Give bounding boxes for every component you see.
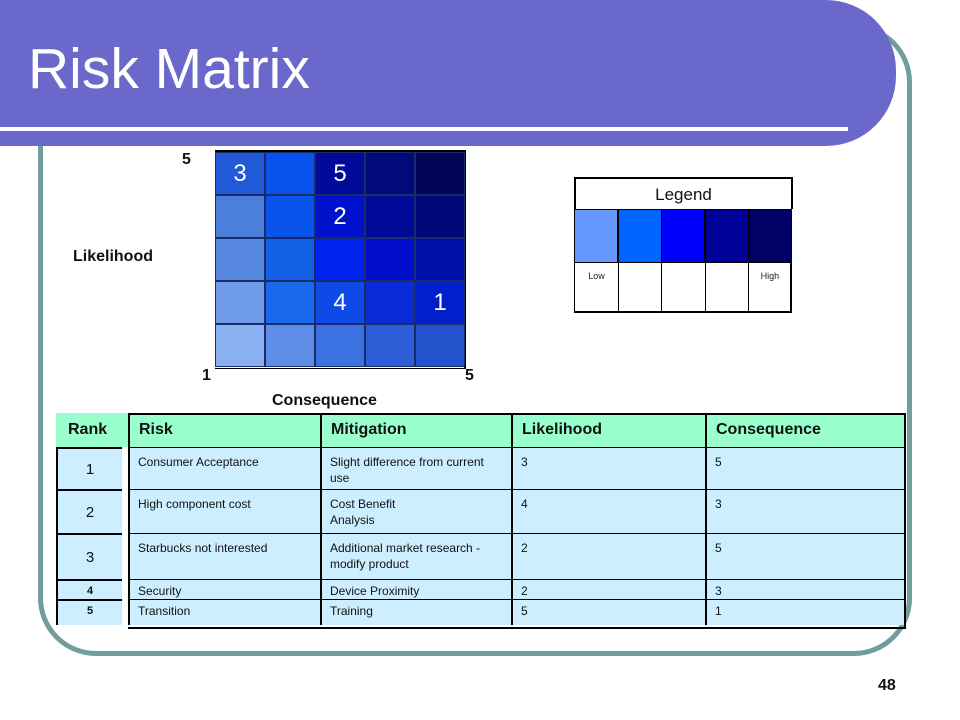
table-header-cell: Risk [128, 413, 320, 447]
rank-cell: 5 [56, 599, 122, 625]
matrix-cell [265, 238, 315, 281]
legend-swatch [574, 209, 618, 263]
likelihood-cell: 2 [511, 533, 705, 579]
matrix-cell [215, 281, 265, 324]
matrix-cell [215, 238, 265, 281]
matrix-cell [365, 238, 415, 281]
matrix-cell [415, 324, 465, 367]
matrix-cell [365, 324, 415, 367]
rank-cell: 2 [56, 489, 122, 533]
matrix-cell [415, 238, 465, 281]
consequence-cell: 3 [705, 489, 906, 533]
table-row [56, 599, 906, 625]
matrix-cell [415, 195, 465, 238]
table-row [56, 447, 906, 489]
matrix-cell [215, 324, 265, 367]
likelihood-cell: 4 [511, 489, 705, 533]
matrix-cell [315, 324, 365, 367]
slide-title: Risk Matrix [28, 37, 310, 101]
consequence-cell: 5 [705, 447, 906, 489]
consequence-cell: 1 [705, 599, 906, 625]
matrix-cell [265, 195, 315, 238]
rank-cell: 4 [56, 579, 122, 599]
page-number: 48 [878, 677, 896, 694]
risk-cell: Transition [128, 599, 320, 625]
matrix-cell [265, 324, 315, 367]
table-header-cell: Likelihood [511, 413, 705, 447]
matrix-cell [215, 195, 265, 238]
mitigation-cell: Training [320, 599, 511, 625]
rank-cell: 1 [56, 447, 122, 489]
legend-label-cell [618, 263, 662, 313]
mitigation-cell: Slight difference from current use [320, 447, 511, 489]
table-header-cell: Consequence [705, 413, 906, 447]
y-axis-max-label: 5 [182, 151, 191, 168]
table-header-cell: Mitigation [320, 413, 511, 447]
likelihood-cell: 3 [511, 447, 705, 489]
risk-matrix-grid [215, 150, 466, 369]
table-row [56, 579, 906, 599]
legend-swatch [705, 209, 749, 263]
legend-label-cell: High [748, 263, 792, 313]
mitigation-cell: Cost Benefit Analysis [320, 489, 511, 533]
y-axis-label: Likelihood [73, 248, 153, 265]
table-header-cell: Rank [56, 413, 128, 447]
legend-label-cell [705, 263, 749, 313]
mitigation-cell: Device Proximity [320, 579, 511, 599]
consequence-cell: 5 [705, 533, 906, 579]
legend [574, 177, 793, 314]
x-axis-max-label: 5 [465, 367, 474, 384]
table-row [56, 489, 906, 533]
table-row [56, 533, 906, 579]
matrix-cell [265, 152, 315, 195]
legend-swatch [748, 209, 792, 263]
risk-cell: Security [128, 579, 320, 599]
legend-label-cell [661, 263, 705, 313]
matrix-cell [315, 238, 365, 281]
likelihood-cell: 2 [511, 579, 705, 599]
matrix-cell: 2 [315, 195, 365, 238]
title-underline [0, 127, 848, 131]
matrix-cell: 5 [315, 152, 365, 195]
matrix-cell: 1 [415, 281, 465, 324]
mitigation-cell: Additional market research - modify product [320, 533, 511, 579]
matrix-cell: 4 [315, 281, 365, 324]
consequence-cell: 3 [705, 579, 906, 599]
x-axis-label: Consequence [272, 392, 377, 409]
matrix-cell [365, 152, 415, 195]
risk-cell: Starbucks not interested [128, 533, 320, 579]
legend-label-cell: Low [574, 263, 618, 313]
legend-title: Legend [574, 177, 793, 209]
matrix-cell [365, 195, 415, 238]
x-axis-min-label: 1 [202, 367, 211, 384]
legend-swatch [661, 209, 705, 263]
risk-cell: Consumer Acceptance [128, 447, 320, 489]
table-header-row [56, 413, 906, 447]
matrix-cell [415, 152, 465, 195]
legend-swatch [618, 209, 662, 263]
matrix-cell: 3 [215, 152, 265, 195]
risk-cell: High component cost [128, 489, 320, 533]
matrix-cell [365, 281, 415, 324]
matrix-cell [265, 281, 315, 324]
rank-cell: 3 [56, 533, 122, 579]
likelihood-cell: 5 [511, 599, 705, 625]
